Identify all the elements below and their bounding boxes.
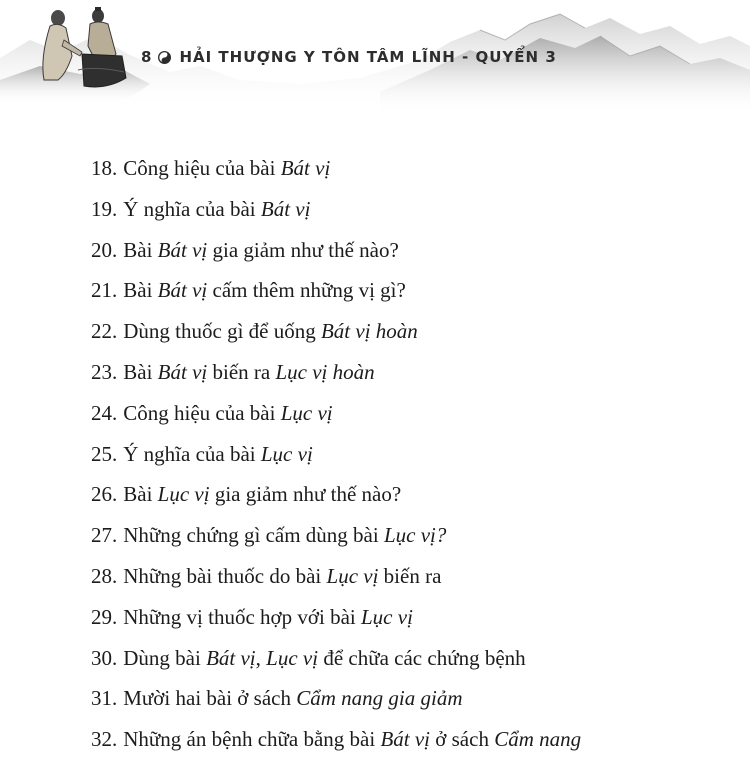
item-number: 32. — [91, 727, 118, 752]
item-text: cấm thêm những vị gì? — [207, 278, 406, 303]
item-number: 25. — [91, 441, 118, 466]
list-item — [91, 638, 731, 679]
item-text: Dùng thuốc gì để uống — [123, 319, 321, 344]
item-number: 31. — [91, 686, 118, 711]
item-text: Bài — [123, 359, 158, 384]
page-header — [0, 0, 750, 120]
item-number: 22. — [91, 319, 118, 344]
item-text: gia giảm như thế nào? — [209, 482, 402, 507]
list-item — [91, 352, 731, 393]
list-item — [91, 515, 731, 556]
item-text: , — [255, 645, 267, 670]
list-item — [91, 230, 731, 271]
item-text: biến ra — [378, 563, 442, 588]
list-item — [91, 148, 731, 189]
book-title: HẢI THƯỢNG Y TÔN TÂM LĨNH - QUYỂN 3 — [179, 48, 557, 66]
item-number: 19. — [91, 196, 118, 221]
item-number: 27. — [91, 523, 118, 548]
item-italic-text: Lục vị hoàn — [275, 359, 375, 384]
item-italic-text: Lục vị — [280, 400, 333, 425]
item-italic-text: Bát vị — [157, 237, 208, 262]
item-number: 20. — [91, 237, 118, 262]
list-item — [91, 189, 731, 230]
item-text: Mười hai bài ở sách — [123, 686, 297, 711]
list-item — [91, 719, 731, 760]
item-italic-text: Lục vị — [326, 563, 379, 588]
item-text: gia giảm như thế nào? — [207, 237, 399, 262]
item-text: Những án bệnh chữa bằng bài — [123, 727, 381, 752]
item-italic-text: Lục vị — [266, 645, 319, 670]
item-number: 29. — [91, 604, 118, 629]
item-number: 21. — [91, 278, 118, 303]
item-text: Bài — [123, 278, 158, 303]
item-italic-text: Bát vị — [157, 359, 208, 384]
item-italic-text: Cẩm nang gia giảm — [296, 686, 463, 711]
list-item — [91, 434, 731, 475]
item-italic-text: Bát vị hoàn — [320, 319, 418, 344]
item-text: ở sách — [430, 727, 495, 752]
item-text: để chữa các chứng bệnh — [318, 645, 526, 670]
item-italic-text: Bát vị — [380, 727, 431, 752]
list-item — [91, 393, 731, 434]
yin-yang-icon — [158, 51, 171, 64]
item-text: Bài — [123, 237, 158, 262]
item-text: Những vị thuốc hợp với bài — [123, 604, 361, 629]
item-text: Bài — [123, 482, 158, 507]
item-italic-text: Cẩm nang — [494, 727, 582, 752]
item-text: Công hiệu của bài — [123, 156, 281, 180]
item-number: 18. — [91, 156, 118, 180]
item-text: biến ra — [207, 359, 276, 384]
list-item — [91, 474, 731, 515]
physician-figures-illustration — [36, 6, 136, 96]
list-item — [91, 270, 731, 311]
running-header — [141, 48, 557, 66]
list-item — [91, 597, 731, 638]
item-text: Những chứng gì cấm dùng bài — [123, 523, 384, 548]
item-text: Ý nghĩa của bài — [123, 196, 261, 221]
item-italic-text: Lục vị — [260, 441, 313, 466]
item-number: 26. — [91, 482, 118, 507]
list-item — [91, 678, 731, 719]
item-italic-text: Bát vị — [280, 156, 331, 180]
item-italic-text: Bát vị — [206, 645, 256, 670]
item-number: 23. — [91, 359, 118, 384]
item-italic-text: Lục vị — [157, 482, 210, 507]
question-list — [91, 148, 731, 760]
item-text: Những bài thuốc do bài — [123, 563, 327, 588]
list-item — [91, 556, 731, 597]
page-number: 8 — [141, 48, 153, 66]
item-text: Dùng bài — [123, 645, 207, 670]
list-item — [91, 311, 731, 352]
item-italic-text: Bát vị — [260, 196, 311, 221]
item-italic-text: Lục vị? — [383, 523, 447, 548]
item-text: Công hiệu của bài — [123, 400, 281, 425]
item-number: 30. — [91, 645, 118, 670]
item-text: Ý nghĩa của bài — [123, 441, 261, 466]
item-italic-text: Lục vị — [361, 604, 413, 629]
item-italic-text: Bát vị — [157, 278, 208, 303]
item-number: 24. — [91, 400, 118, 425]
item-number: 28. — [91, 563, 118, 588]
